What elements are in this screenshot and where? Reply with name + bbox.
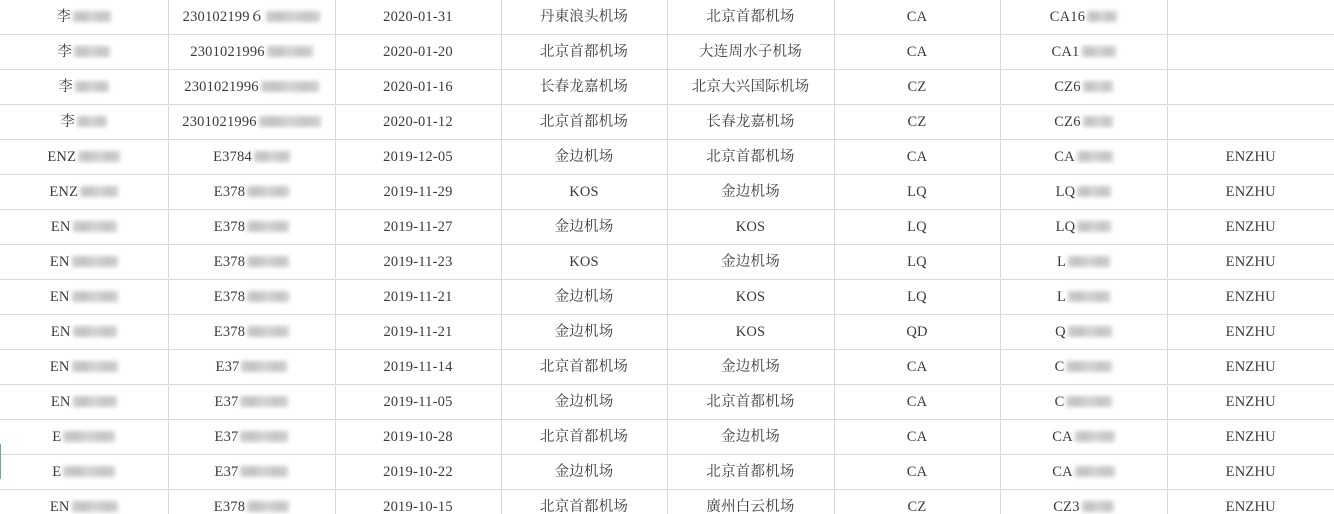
cell-id-number-text: 2301021996	[184, 78, 259, 95]
redaction-block	[1068, 291, 1110, 302]
cell-id-number-text: E37	[214, 463, 239, 480]
table-row[interactable]	[0, 490, 1334, 514]
cell-passenger-name-text: E	[52, 463, 62, 480]
redaction-block	[72, 501, 118, 512]
cell-airline-code-text: CA	[906, 428, 928, 445]
cell-passenger-name-text: EN	[49, 358, 70, 375]
cell-departure-airport-text: 丹東浪头机场	[539, 8, 629, 25]
cell-arrival-airport	[667, 280, 834, 315]
cell-id-number-text: E378	[213, 498, 246, 514]
cell-flight-number	[1000, 105, 1167, 140]
cell-arrival-airport-text: 北京首都机场	[706, 393, 795, 410]
redaction-block	[1082, 46, 1116, 57]
cell-agent-code-text: ENZHU	[1225, 183, 1276, 200]
cell-flight-number	[1000, 70, 1167, 105]
cell-passenger-name	[0, 315, 168, 350]
cell-id-number	[168, 245, 335, 280]
cell-passenger-name-text: 李	[56, 8, 72, 25]
cell-passenger-name-text: ENZ	[47, 148, 77, 165]
cell-departure-airport-text: 北京首都机场	[539, 113, 629, 130]
cell-departure-airport	[501, 245, 667, 280]
cell-passenger-name-text: ENZ	[49, 183, 79, 200]
table-row[interactable]	[0, 70, 1334, 105]
cell-departure-airport-text: 金边机场	[554, 323, 614, 340]
cell-arrival-airport	[667, 175, 834, 210]
cell-flight-number	[1000, 350, 1167, 385]
cell-airline-code-text: LQ	[907, 218, 927, 235]
cell-passenger-name-text: EN	[50, 218, 71, 235]
cell-arrival-airport	[667, 385, 834, 420]
cell-flight-date	[335, 280, 501, 315]
cell-departure-airport	[501, 35, 667, 70]
cell-airline-code-text: CA	[906, 8, 928, 25]
cell-arrival-airport-text: 金边机场	[721, 183, 780, 200]
cell-arrival-airport-text: 金边机场	[721, 358, 780, 375]
cell-airline-code	[834, 315, 1000, 350]
cell-flight-number	[1000, 385, 1167, 420]
redaction-block	[1087, 11, 1117, 22]
cell-flight-number-text: L	[1056, 253, 1067, 270]
cell-passenger-name	[0, 490, 168, 514]
cell-passenger-name	[0, 35, 168, 70]
cell-airline-code-text: LQ	[907, 288, 927, 305]
cell-airline-code	[834, 280, 1000, 315]
redaction-block	[247, 256, 289, 267]
cell-id-number	[168, 0, 335, 35]
cell-agent-code	[1167, 175, 1334, 210]
redaction-block	[1077, 151, 1113, 162]
cell-id-number-text: E378	[213, 253, 246, 270]
cell-arrival-airport	[667, 0, 834, 35]
cell-id-number-text: E378	[213, 183, 246, 200]
cell-flight-number-text: CA	[1054, 148, 1075, 165]
redaction-block	[247, 501, 289, 512]
cell-departure-airport	[501, 455, 667, 490]
cell-flight-number	[1000, 0, 1167, 35]
cell-agent-code	[1167, 420, 1334, 455]
cell-arrival-airport-text: 北京首都机场	[706, 8, 795, 25]
cell-flight-date	[335, 210, 501, 245]
cell-airline-code	[834, 70, 1000, 105]
cell-flight-number	[1000, 210, 1167, 245]
cell-agent-code-text: ENZHU	[1225, 218, 1276, 235]
cell-passenger-name-text: EN	[49, 288, 70, 305]
cell-flight-number-text: CZ6	[1054, 113, 1081, 130]
cell-flight-date	[335, 420, 501, 455]
redaction-block	[247, 221, 289, 232]
cell-flight-number	[1000, 35, 1167, 70]
cell-id-number	[168, 105, 335, 140]
cell-airline-code-text: CZ	[907, 78, 927, 95]
cell-departure-airport-text: KOS	[569, 183, 599, 200]
cell-passenger-name	[0, 280, 168, 315]
cell-agent-code	[1167, 0, 1334, 35]
cell-agent-code	[1167, 140, 1334, 175]
cell-arrival-airport-text: 廣州白云机场	[706, 498, 795, 514]
cell-id-number	[168, 385, 335, 420]
cell-airline-code-text: CA	[906, 43, 928, 60]
cell-airline-code	[834, 140, 1000, 175]
cell-flight-number-text: C	[1054, 358, 1065, 375]
cell-agent-code	[1167, 35, 1334, 70]
redaction-block	[266, 11, 320, 22]
cell-airline-code-text: CA	[906, 393, 928, 410]
cell-id-number-text: E378	[213, 288, 246, 305]
redaction-block	[72, 291, 118, 302]
cell-agent-code	[1167, 455, 1334, 490]
cell-passenger-name	[0, 105, 168, 140]
cell-id-number	[168, 420, 335, 455]
cell-arrival-airport-text: 北京首都机场	[706, 148, 795, 165]
cell-departure-airport	[501, 350, 667, 385]
cell-arrival-airport-text: 北京大兴国际机场	[691, 78, 810, 95]
cell-departure-airport	[501, 315, 667, 350]
cell-arrival-airport-text: KOS	[735, 323, 766, 340]
redaction-block	[1083, 116, 1113, 127]
cell-flight-date-text: 2019-11-23	[383, 253, 453, 270]
cell-departure-airport-text: 金边机场	[554, 148, 614, 165]
cell-id-number	[168, 350, 335, 385]
cell-passenger-name-text: 李	[57, 43, 73, 60]
cell-passenger-name-text: EN	[49, 253, 70, 270]
cell-passenger-name-text: E	[52, 428, 62, 445]
table-row[interactable]	[0, 210, 1334, 245]
redaction-block	[247, 326, 289, 337]
cell-arrival-airport	[667, 70, 834, 105]
cell-airline-code-text: CZ	[907, 113, 927, 130]
redaction-block	[247, 291, 289, 302]
cell-passenger-name	[0, 70, 168, 105]
cell-arrival-airport-text: 金边机场	[721, 253, 780, 270]
cell-airline-code	[834, 350, 1000, 385]
cell-flight-number-text: Q	[1055, 323, 1066, 340]
cell-airline-code-text: QD	[906, 323, 928, 340]
cell-agent-code-text: ENZHU	[1225, 498, 1276, 514]
table-row[interactable]	[0, 420, 1334, 455]
redaction-block	[80, 186, 118, 197]
cell-flight-number-text: C	[1054, 393, 1065, 410]
cell-flight-date	[335, 0, 501, 35]
cell-arrival-airport	[667, 105, 834, 140]
cell-flight-date-text: 2019-11-21	[383, 323, 453, 340]
cell-departure-airport-text: KOS	[569, 253, 599, 270]
cell-passenger-name	[0, 385, 168, 420]
table-row[interactable]	[0, 35, 1334, 70]
cell-flight-number-text: CA	[1052, 463, 1073, 480]
cell-airline-code	[834, 35, 1000, 70]
cell-agent-code	[1167, 210, 1334, 245]
cell-agent-code-text: ENZHU	[1225, 323, 1276, 340]
cell-flight-date	[335, 245, 501, 280]
cell-flight-number-text: CZ3	[1053, 498, 1080, 514]
cell-flight-date	[335, 70, 501, 105]
cell-flight-date-text: 2019-11-14	[383, 358, 453, 375]
cell-departure-airport-text: 金边机场	[554, 463, 614, 480]
cell-id-number-text: E37	[215, 358, 240, 375]
cell-id-number-text: E378	[213, 323, 246, 340]
cell-flight-date-text: 2020-01-31	[383, 8, 453, 25]
cell-arrival-airport-text: KOS	[735, 288, 766, 305]
table-row[interactable]	[0, 455, 1334, 490]
cell-id-number	[168, 175, 335, 210]
cell-flight-number	[1000, 420, 1167, 455]
cell-flight-date-text: 2019-11-29	[383, 183, 453, 200]
cell-departure-airport	[501, 0, 667, 35]
cell-departure-airport	[501, 280, 667, 315]
cell-airline-code	[834, 455, 1000, 490]
cell-airline-code	[834, 105, 1000, 140]
cell-departure-airport-text: 长春龙嘉机场	[539, 78, 629, 95]
cell-arrival-airport	[667, 35, 834, 70]
cell-flight-number	[1000, 245, 1167, 280]
redaction-block	[73, 396, 117, 407]
cell-departure-airport-text: 金边机场	[554, 288, 614, 305]
redaction-block	[63, 431, 115, 442]
cell-flight-date-text: 2019-10-15	[383, 498, 453, 514]
table-row[interactable]	[0, 280, 1334, 315]
redaction-block	[240, 466, 288, 477]
cell-passenger-name-text: EN	[50, 393, 71, 410]
cell-arrival-airport	[667, 210, 834, 245]
cell-arrival-airport	[667, 420, 834, 455]
cell-flight-number	[1000, 280, 1167, 315]
cell-departure-airport	[501, 385, 667, 420]
cell-arrival-airport-text: 长春龙嘉机场	[706, 113, 795, 130]
cell-airline-code	[834, 420, 1000, 455]
cell-departure-airport	[501, 140, 667, 175]
redaction-block	[1083, 81, 1113, 92]
redaction-block	[73, 221, 117, 232]
cell-id-number-text: E37	[214, 428, 239, 445]
cell-agent-code	[1167, 70, 1334, 105]
cell-departure-airport-text: 金边机场	[554, 218, 614, 235]
cell-flight-date	[335, 490, 501, 514]
cell-arrival-airport	[667, 350, 834, 385]
redaction-block	[1077, 221, 1111, 232]
cell-arrival-airport-text: 北京首都机场	[706, 463, 795, 480]
cell-airline-code-text: CZ	[907, 498, 927, 514]
cell-flight-number	[1000, 455, 1167, 490]
cell-airline-code	[834, 490, 1000, 514]
cell-flight-date	[335, 350, 501, 385]
redaction-block	[1075, 466, 1115, 477]
redaction-block	[259, 116, 321, 127]
cell-agent-code	[1167, 245, 1334, 280]
cell-id-number	[168, 280, 335, 315]
cell-passenger-name	[0, 0, 168, 35]
cell-agent-code-text: ENZHU	[1225, 428, 1276, 445]
cell-passenger-name-text: EN	[50, 323, 71, 340]
cell-flight-date	[335, 35, 501, 70]
table-row[interactable]	[0, 385, 1334, 420]
cell-flight-number-text: LQ	[1055, 218, 1076, 235]
cell-departure-airport	[501, 175, 667, 210]
cell-flight-date-text: 2020-01-16	[383, 78, 453, 95]
table-row[interactable]	[0, 315, 1334, 350]
redaction-block	[254, 151, 290, 162]
cell-flight-number-text: CA1	[1051, 43, 1080, 60]
cell-id-number	[168, 140, 335, 175]
cell-departure-airport	[501, 105, 667, 140]
cell-id-number	[168, 70, 335, 105]
cell-passenger-name	[0, 210, 168, 245]
redaction-block	[261, 81, 319, 92]
redaction-block	[1075, 431, 1115, 442]
cell-arrival-airport	[667, 245, 834, 280]
cell-airline-code-text: CA	[906, 148, 928, 165]
cell-arrival-airport	[667, 490, 834, 514]
cell-id-number-text: E378	[213, 218, 246, 235]
cell-agent-code	[1167, 490, 1334, 514]
cell-passenger-name	[0, 420, 168, 455]
table-row[interactable]	[0, 105, 1334, 140]
table-row[interactable]	[0, 350, 1334, 385]
redaction-block	[1066, 396, 1112, 407]
cell-id-number-text: E37	[214, 393, 239, 410]
cell-flight-date-text: 2019-11-21	[383, 288, 453, 305]
cell-arrival-airport-text: KOS	[735, 218, 766, 235]
redaction-block	[73, 326, 117, 337]
cell-airline-code-text: CA	[906, 358, 928, 375]
redaction-block	[72, 256, 118, 267]
table-row[interactable]	[0, 175, 1334, 210]
cell-flight-date	[335, 175, 501, 210]
cell-passenger-name	[0, 455, 168, 490]
cell-id-number	[168, 35, 335, 70]
redaction-block	[240, 396, 288, 407]
cell-id-number-text: 2301021996	[190, 43, 265, 60]
cell-id-number-text: 230102199６	[182, 8, 265, 25]
cell-passenger-name	[0, 140, 168, 175]
cell-airline-code	[834, 245, 1000, 280]
cell-flight-number	[1000, 315, 1167, 350]
cell-agent-code-text: ENZHU	[1225, 463, 1276, 480]
cell-id-number	[168, 455, 335, 490]
cell-flight-date	[335, 385, 501, 420]
cell-id-number-text: E3784	[213, 148, 252, 165]
cell-agent-code	[1167, 105, 1334, 140]
table-row[interactable]	[0, 0, 1334, 35]
cell-arrival-airport	[667, 455, 834, 490]
cell-flight-date-text: 2019-12-05	[383, 148, 453, 165]
redaction-block	[240, 431, 288, 442]
cell-agent-code	[1167, 350, 1334, 385]
cell-passenger-name-text: 李	[60, 113, 76, 130]
redaction-block	[72, 361, 118, 372]
cell-flight-number	[1000, 175, 1167, 210]
cell-airline-code	[834, 175, 1000, 210]
cell-departure-airport-text: 北京首都机场	[539, 43, 629, 60]
cell-flight-date	[335, 315, 501, 350]
cell-departure-airport	[501, 420, 667, 455]
redaction-block	[241, 361, 287, 372]
cell-arrival-airport-text: 金边机场	[721, 428, 780, 445]
cell-airline-code-text: LQ	[907, 253, 927, 270]
cell-departure-airport	[501, 70, 667, 105]
redaction-block	[1082, 501, 1114, 512]
cell-passenger-name	[0, 175, 168, 210]
cell-passenger-name	[0, 245, 168, 280]
cell-flight-number-text: L	[1056, 288, 1067, 305]
redaction-block	[1066, 361, 1112, 372]
cell-agent-code-text: ENZHU	[1225, 253, 1276, 270]
cell-flight-number-text: CA16	[1049, 8, 1086, 25]
cell-flight-date	[335, 140, 501, 175]
redaction-block	[247, 186, 289, 197]
cell-agent-code-text: ENZHU	[1225, 288, 1276, 305]
cell-id-number	[168, 210, 335, 245]
cell-id-number	[168, 315, 335, 350]
cell-flight-date-text: 2019-10-28	[383, 428, 453, 445]
cell-flight-number-text: LQ	[1055, 183, 1076, 200]
cell-departure-airport	[501, 210, 667, 245]
redaction-block	[1077, 186, 1111, 197]
cell-flight-date-text: 2019-11-05	[383, 393, 453, 410]
cell-departure-airport-text: 金边机场	[554, 393, 614, 410]
cell-flight-date-text: 2020-01-12	[383, 113, 453, 130]
redaction-block	[63, 466, 115, 477]
cell-flight-date-text: 2019-10-22	[383, 463, 453, 480]
cell-id-number-text: 2301021996	[182, 113, 257, 130]
row-edge-accent	[0, 444, 1, 479]
cell-passenger-name	[0, 350, 168, 385]
redaction-block	[75, 81, 109, 92]
cell-departure-airport	[501, 490, 667, 514]
cell-agent-code	[1167, 280, 1334, 315]
cell-departure-airport-text: 北京首都机场	[539, 498, 629, 514]
cell-id-number	[168, 490, 335, 514]
cell-flight-date	[335, 455, 501, 490]
cell-airline-code-text: LQ	[907, 183, 927, 200]
cell-airline-code-text: CA	[906, 463, 928, 480]
cell-arrival-airport-text: 大连周水子机场	[699, 43, 802, 60]
cell-airline-code	[834, 0, 1000, 35]
cell-flight-date-text: 2019-11-27	[383, 218, 453, 235]
cell-flight-number-text: CZ6	[1054, 78, 1081, 95]
cell-departure-airport-text: 北京首都机场	[539, 358, 629, 375]
table-row[interactable]	[0, 140, 1334, 175]
cell-agent-code	[1167, 315, 1334, 350]
cell-flight-date-text: 2020-01-20	[383, 43, 453, 60]
cell-flight-number	[1000, 490, 1167, 514]
cell-airline-code	[834, 385, 1000, 420]
cell-passenger-name-text: EN	[49, 498, 70, 514]
table-row[interactable]	[0, 245, 1334, 280]
cell-agent-code	[1167, 385, 1334, 420]
cell-airline-code	[834, 210, 1000, 245]
redaction-block	[78, 151, 120, 162]
redaction-block	[1068, 326, 1112, 337]
redaction-block	[73, 11, 111, 22]
cell-agent-code-text: ENZHU	[1225, 393, 1276, 410]
cell-departure-airport-text: 北京首都机场	[539, 428, 629, 445]
cell-agent-code-text: ENZHU	[1225, 148, 1276, 165]
redaction-block	[77, 116, 107, 127]
cell-arrival-airport	[667, 315, 834, 350]
cell-passenger-name-text: 李	[58, 78, 74, 95]
redaction-block	[74, 46, 110, 57]
redaction-block	[267, 46, 313, 57]
cell-flight-number	[1000, 140, 1167, 175]
cell-agent-code-text: ENZHU	[1225, 358, 1276, 375]
cell-arrival-airport	[667, 140, 834, 175]
cell-flight-date	[335, 105, 501, 140]
cell-flight-number-text: CA	[1052, 428, 1073, 445]
redaction-block	[1068, 256, 1110, 267]
